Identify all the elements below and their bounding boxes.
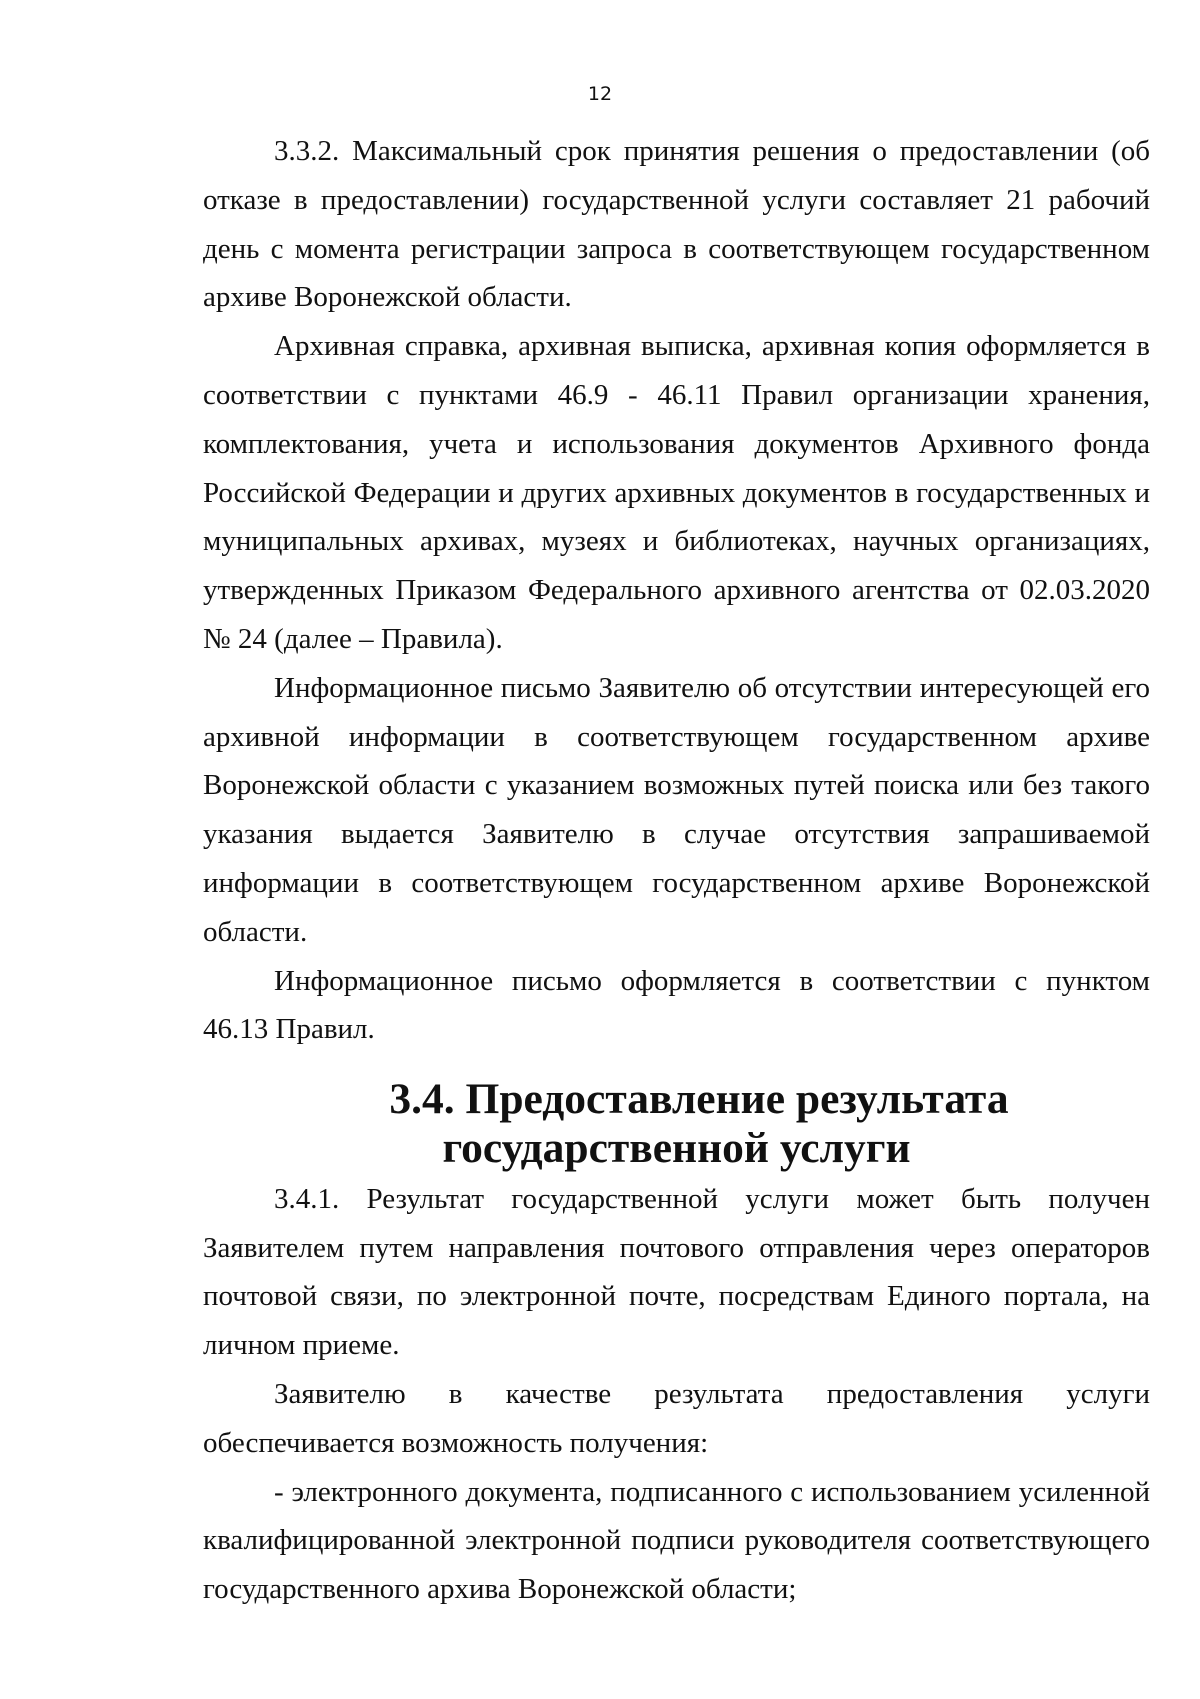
paragraph-result-options: Заявителю в качестве результата предоставления услуги обеспечивается возможность получения:	[203, 1377, 1150, 1459]
paragraph-information-letter: Информационное письмо Заявителю об отсутствии интересующей его архивной информации в соответствующем государственном архиве Воронежской области с указанием возможных путей поиска или без такого указания выдается Заявителю в случае отсутствия запрашиваемой информации в соответствующем государственном архиве Воронежской области.	[203, 671, 1150, 948]
paragraph-3-3-2: 3.3.2. Максимальный срок принятия решения о предоставлении (об отказе в предоставлении) государственной услуги составляет 21 рабочий день с момента регистрации запроса в соответствующем государственном архиве Воронежской области.	[203, 135, 1150, 314]
paragraph-3-4-1: 3.4.1. Результат государственной услуги может быть получен Заявителем путем направления почтового отправления через операторов почтовой связи, по электронной почте, посредствам Единого портала, на личном приеме.	[203, 1182, 1150, 1362]
section-heading-3-4: 3.4. Предоставление результата государственной услуги	[389, 1075, 1009, 1172]
document-body	[203, 127, 1150, 1614]
paragraph-information-letter-format: Информационное письмо оформляется в соответствии с пунктом 46.13 Правил.	[203, 964, 1150, 1046]
paragraph-archive-certificate: Архивная справка, архивная выписка, архивная копия оформляется в соответствии с пунктами 46.9 - 46.11 Правил организации хранения, комплектования, учета и использования документов Архивного фонда Российской Федерации и других архивных документов в государственных и муниципальных архивах, музеях и библиотеках, научных организациях, утвержденных Приказом Федерального архивного агентства от 02.03.2020 № 24 (далее – Правила).	[203, 330, 1150, 655]
list-item-electronic-document: - электронного документа, подписанного с использованием усиленной квалифицированной электронной подписи руководителя соответствующего государственного архива Воронежской области;	[203, 1475, 1150, 1606]
page-number: 12	[587, 83, 613, 105]
